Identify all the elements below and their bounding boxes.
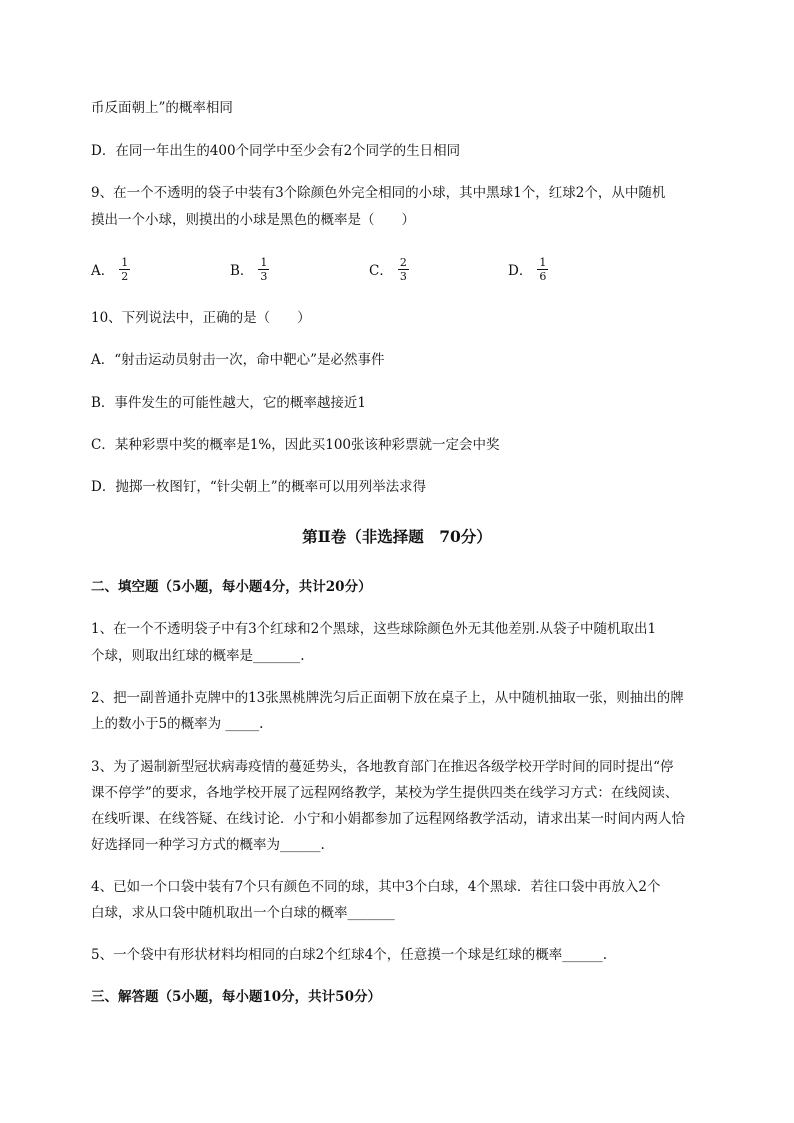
q10-option-d: D．抛掷一枚图钉，“针尖朝上”的概率可以用列举法求得 [91,479,427,495]
fill-q4-line-1: 4、已如一个口袋中装有7个只有颜色不同的球，其中3个白球，4个黑球．若往口袋中再放入2个 [91,879,661,895]
numerator: 2 [399,255,407,269]
fill-q3-line-1: 3、为了遏制新型冠状病毒疫情的蔓延势头，各地教育部门在推迟各级学校开学时间的同时提出“停 [91,759,674,775]
numerator: 1 [539,255,547,269]
q9-option-d [508,252,548,286]
fill-q2-line-2: 上的数小于5的概率为 _____. [91,716,264,732]
section-2-heading: 二、填空题（5小题，每小题4分，共计20分） [91,579,372,595]
option-label: D． [508,263,533,279]
q9-option-a [91,252,130,286]
denominator: 3 [260,269,268,283]
fill-q3-line-2: 课不停学”的要求，各地学校开展了远程网络教学，某校为学生提供四类在线学习方式：在线阅读、 [91,785,679,801]
fill-q5: 5、一个袋中有形状材料均相同的白球2个红球4个，任意摸一个球是红球的概率______. [91,947,608,963]
fraction [537,256,548,283]
fill-q3-line-4: 好选择同一种学习方式的概率为______. [91,837,325,853]
q10-option-a: A．“射击运动员射击一次，命中靶心”是必然事件 [91,352,385,368]
question-10: 10、下列说法中，正确的是（ ） [91,310,311,326]
part-2-title: 第Ⅱ卷（非选择题 70分） [302,527,492,546]
section-3-heading: 三、解答题（5小题，每小题10分，共计50分） [91,989,381,1005]
option-c-continuation: 币反面朝上”的概率相同 [91,100,233,116]
option-d-text: D．在同一年出生的400个同学中至少会有2个同学的生日相同 [91,143,461,159]
fill-q1-line-1: 1、在一个不透明袋子中有3个红球和2个黑球，这些球除颜色外无其他差别.从袋子中随机取出1 [91,621,657,637]
q9-option-b [230,252,269,286]
denominator: 3 [399,269,407,283]
fill-q1-line-2: 个球，则取出红球的概率是_______. [91,648,305,664]
numerator: 1 [260,255,268,269]
fraction [258,256,269,283]
fill-q2-line-1: 2、把一副普通扑克牌中的13张黑桃牌洗匀后正面朝下放在桌子上，从中随机抽取一张，则抽出的牌 [91,690,684,706]
fill-q3-line-3: 在线听课、在线答疑、在线讨论．小宁和小娟都参加了远程网络教学活动，请求出某一时间内两人恰 [91,811,685,827]
q9-option-c [369,252,409,286]
fraction [398,256,409,283]
option-label: A． [91,263,115,279]
q10-option-b: B．事件发生的可能性越大，它的概率越接近1 [91,395,367,411]
numerator: 1 [121,255,129,269]
question-9-line-1: 9、在一个不透明的袋子中装有3个除颜色外完全相同的小球，其中黑球1个，红球2个，从中随机 [91,185,666,201]
q10-option-c: C．某种彩票中奖的概率是1%，因此买100张该种彩票就一定会中奖 [91,437,500,453]
denominator: 2 [121,269,129,283]
denominator: 6 [539,269,547,283]
option-label: B． [230,263,254,279]
option-label: C． [369,263,393,279]
fill-q4-line-2: 白球，求从口袋中随机取出一个白球的概率_______ [91,905,395,921]
fraction [119,256,130,283]
question-9-line-2: 摸出一个小球，则摸出的小球是黑色的概率是（ ） [91,212,415,228]
